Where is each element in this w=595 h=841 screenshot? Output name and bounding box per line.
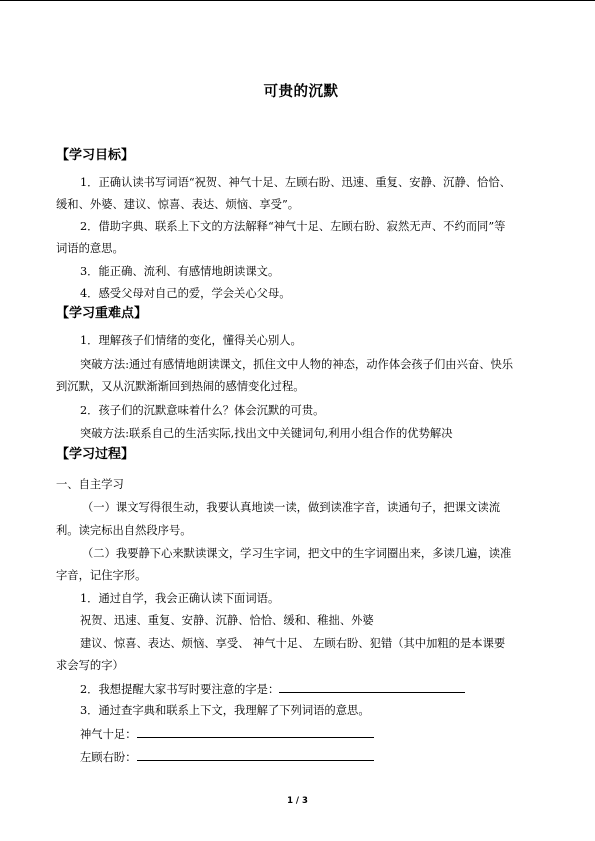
vocab-list-line: 祝贺、迅速、重复、安静、沉静、恰恰、缓和、稚拙、外婆 (80, 614, 374, 627)
process-line: 1．通过自学，我会正确认读下面词语。 (80, 592, 280, 605)
process-line: 利。读完标出自然段序号。 (56, 524, 192, 537)
process-line: （一）课文写得很生动，我要认真地读一读，做到读准字音，读通句子，把课文读流 (82, 501, 500, 514)
goals-line: 4．感受父母对自己的爱，学会关心父母。 (80, 287, 291, 300)
page-title: 可贵的沉默 (263, 84, 339, 100)
process-line: 3．通过查字典和联系上下文，我理解了下列词语的意思。 (80, 704, 370, 717)
page-number: 1 / 3 (287, 796, 308, 806)
answer-blank[interactable] (279, 681, 465, 693)
key-points-line: 到沉默，又从沉默渐渐回到热闹的感情变化过程。 (56, 380, 305, 393)
key-points-line: 突破方法:通过有感情地朗读课文，抓住文中人物的神态，动作体会孩子们由兴奋、快乐 (80, 358, 514, 371)
goals-line: 词语的意思。 (56, 242, 124, 255)
process-line: 求会写的字） (56, 659, 124, 672)
goals-line: 1．正确认读书写词语“祝贺、神气十足、左顾右盼、迅速、重复、安静、沉静、恰恰、 (80, 176, 511, 189)
key-points-line: 2．孩子们的沉默意味着什么？体会沉默的可贵。 (80, 404, 325, 417)
process-line-with-blank (56, 726, 570, 743)
blank-prompt: 左顾右盼： (80, 751, 137, 764)
blank-prompt: 2．我想提醒大家书写时要注意的字是： (80, 683, 280, 696)
process-line: （二）我要静下心来默读课文，学习生字词，把文中的生字词圈出来，多读几遍，读准 (82, 547, 512, 560)
blank-prompt: 神气十足： (80, 728, 137, 741)
process-line-with-blank (56, 681, 570, 698)
goals-line: 缓和、外婆、建议、惊喜、表达、烦恼、享受”。 (56, 198, 300, 211)
goals-line: 3．能正确、流利、有感情地朗读课文。 (80, 265, 280, 278)
answer-blank[interactable] (137, 726, 374, 738)
goals-line: 2．借助字典、联系上下文的方法解释“神气十足、左顾右盼、寂然无声、不约而同”等 (80, 220, 506, 233)
key-points-heading: 【学习重难点】 (56, 306, 148, 321)
answer-blank[interactable] (137, 749, 374, 761)
vocab-list-line: 建议、惊喜、表达、烦恼、享受、 神气十足、 左顾右盼、犯错（其中加粗的是本课要 (80, 637, 506, 650)
process-line: 字音，记住字形。 (56, 569, 147, 582)
key-points-line: 1．理解孩子们情绪的变化，懂得关心别人。 (80, 334, 302, 347)
process-line: 一、自主学习 (56, 478, 124, 491)
key-points-line: 突破方法:联系自己的生活实际,找出文中关键词句,利用小组合作的优势解决 (80, 427, 453, 440)
process-line-with-blank (56, 749, 570, 766)
goals-heading: 【学习目标】 (56, 148, 135, 163)
process-heading: 【学习过程】 (56, 447, 135, 462)
top-rule (0, 0, 595, 1)
